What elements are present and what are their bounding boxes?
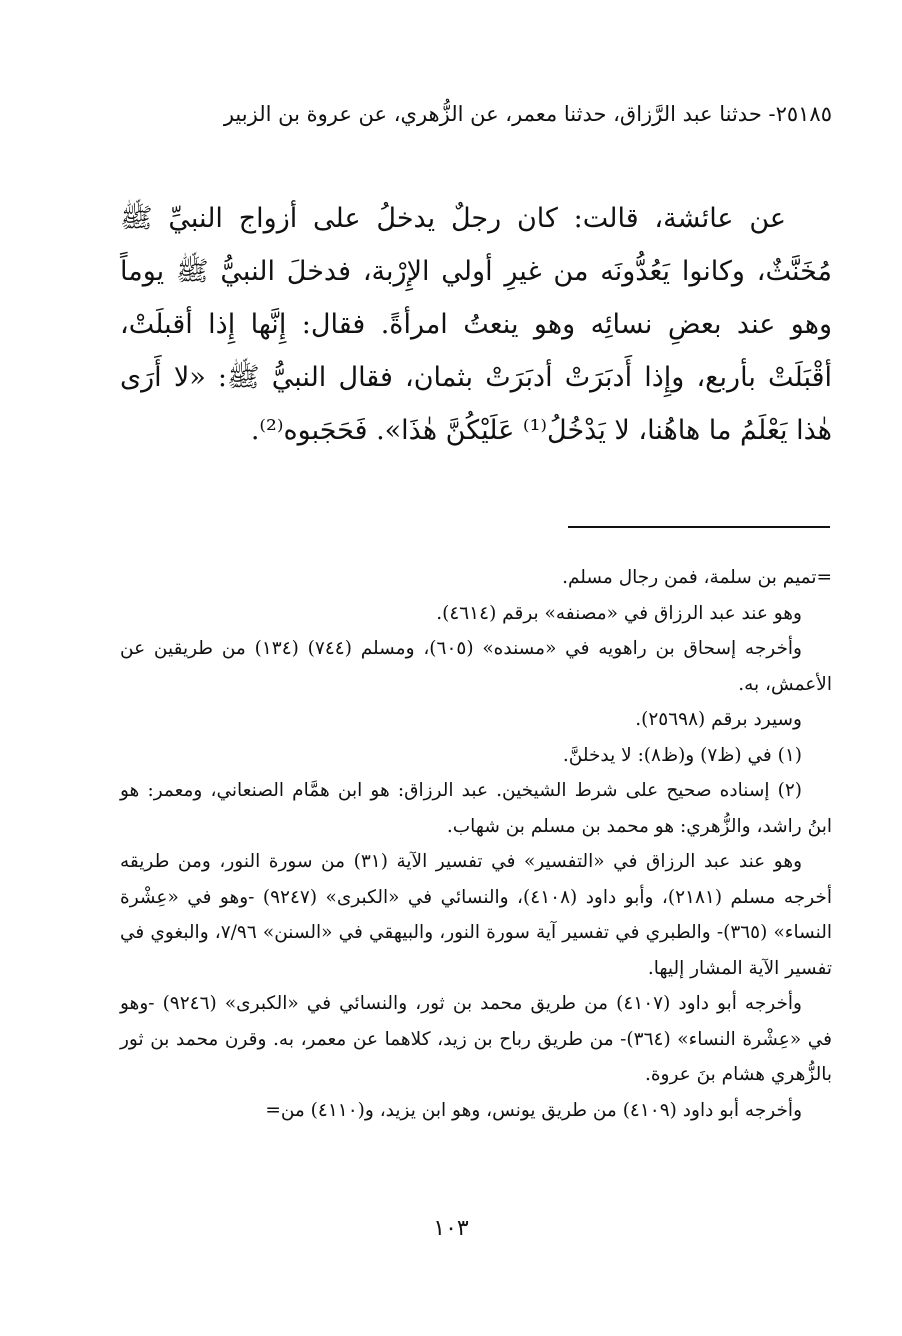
footnote-paragraph: وهو عند عبد الرزاق في «مصنفه» برقم (٤٦١٤).	[436, 602, 802, 624]
footnote-paragraph: وهو عند عبد الرزاق في «التفسير» في تفسير الآية (٣١) من سورة النور، ومن طريقه أخرجه مسلم (٢١٨١)، وأبو داود (٤١٠٨)، والنسائي في «الكبرى» (٩٢٤٧) -وهو في «عِشْرة النساء» (٣٦٥)- والطبري في تفسير آية سورة النور، والبيهقي في «السنن» ٧/٩٦، والبغوي في تفسير الآية المشار إليها.	[120, 851, 832, 979]
matn-text: عن عائشة، قالت: كان رجلٌ يدخلُ على أزواج النبيِّ ﷺ مُخَنَّثٌ، وكانوا يَعُدُّونَه من غيرِ أولي الإِرْبة، فدخلَ النبيُّ ﷺ يوماً وهو عند بعضِ نسائِه وهو ينعتُ امرأةً. فقال: إِنَّها إِذا أقبلَتْ، أقْبَلَتْ بأربع، وإِذا أَدبَرَتْ أدبَرَتْ بثمان، فقال النبيُّ ﷺ: «لا أَرَى هٰذا يَعْلَمُ ما هاهُنا، لا يَدْخُلُ⁽¹⁾ عَلَيْكُنَّ هٰذَا». فَحَجَبوه⁽²⁾.	[120, 203, 832, 446]
footnote-paragraph: وأخرجه إسحاق بن راهويه في «مسنده» (٦٠٥)، ومسلم (٧٤٤) (١٣٤) من طريقين عن الأعمش، به.	[120, 638, 832, 695]
footnote-2: (٢) إسناده صحيح على شرط الشيخين. عبد الرزاق: هو ابن همَّام الصنعاني، ومعمر: هو ابنُ راشد، والزُّهري: هو محمد بن مسلم بن شهاب.	[120, 780, 832, 837]
footnote-paragraph: وسيرد برقم (٢٥٦٩٨).	[635, 709, 802, 730]
footnote-continuation: =تميم بن سلمة، فمن رجال مسلم.	[562, 567, 832, 588]
page-number: ١٠٣	[433, 1216, 469, 1241]
footnotes	[120, 560, 832, 1128]
isnad-text: ٢٥١٨٥- حدثنا عبد الرَّزاق، حدثنا معمر، عن الزُّهري، عن عروة بن الزبير	[223, 102, 832, 126]
hadith-isnad	[120, 92, 832, 136]
hadith-matn	[120, 192, 832, 457]
footnote-paragraph: وأخرجه أبو داود (٤١٠٧) من طريق محمد بن ثور، والنسائي في «الكبرى» (٩٢٤٦) -وهو في «عِشْرة النساء» (٣٦٤)- من طريق رباح بن زيد، كلاهما عن معمر، به. وقرن محمد بن ثور بالزُّهري هشام بنَ عروة.	[120, 993, 832, 1085]
footnote-paragraph: وأخرجه أبو داود (٤١٠٩) من طريق يونس، وهو ابن يزيد، و(٤١١٠) من=	[265, 1099, 802, 1121]
footnote-separator	[568, 526, 830, 528]
footnote-1: (١) في (ظ٧) و(ظ٨): لا يدخلنَّ.	[562, 744, 802, 766]
